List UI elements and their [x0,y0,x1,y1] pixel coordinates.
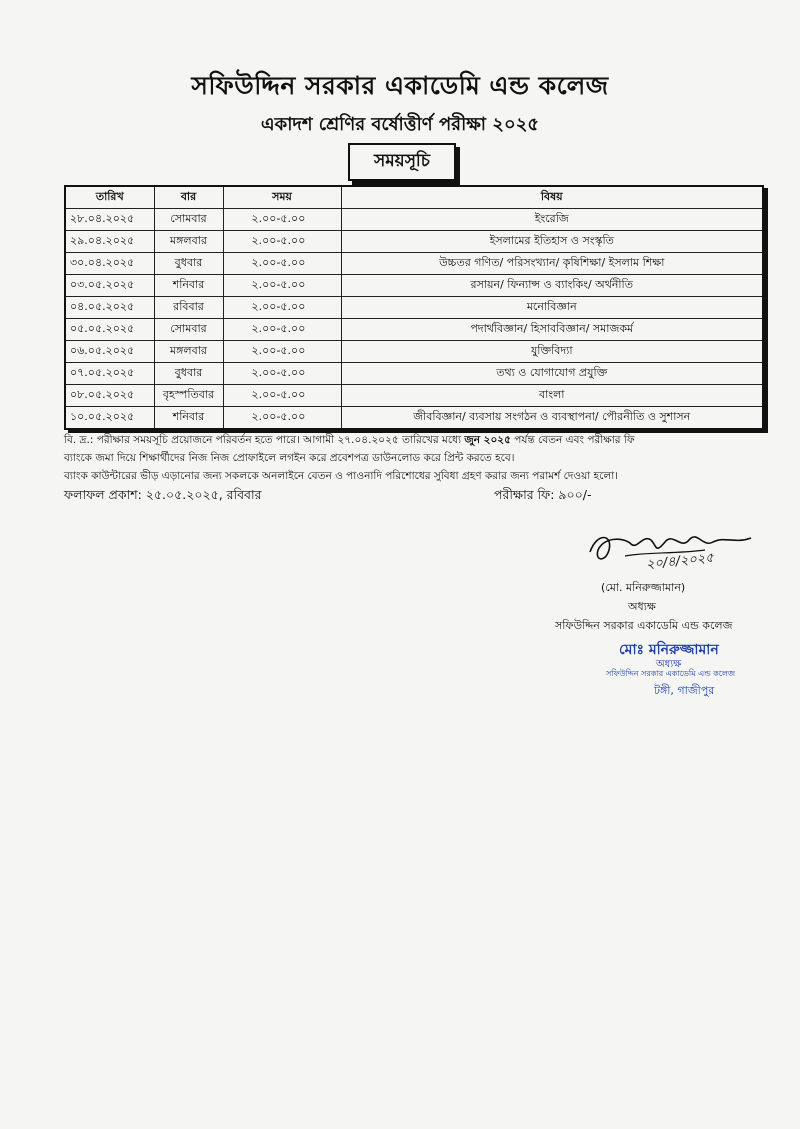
signatory-institution: সফিউদ্দিন সরকার একাডেমি এন্ড কলেজ [555,619,733,632]
cell-day: শনিবার [154,407,223,430]
cell-time: ২.০০-৫.০০ [223,209,341,231]
cell-date: ০৪.০৫.২০২৫ [65,297,154,319]
header-day: বার [154,186,223,209]
table-row [65,275,763,297]
cell-date: ২৯.০৪.২০২৫ [65,231,154,253]
table-row [65,231,763,253]
table-row [65,363,763,385]
cell-subject: মনোবিজ্ঞান [341,297,763,319]
cell-time: ২.০০-৫.০০ [223,297,341,319]
stamp-institution: সফিউদ্দিন সরকার একাডেমি এন্ড কলেজ [606,669,736,678]
cell-day: বুধবার [154,363,223,385]
exam-routine-table [64,185,764,430]
exam-fee: পরীক্ষার ফি: ৯০০/- [494,487,592,502]
table-row [65,297,763,319]
page-subtitle: একাদশ শ্রেণির বর্ষোত্তীর্ণ পরীক্ষা ২০২৫ [260,114,540,135]
schedule-badge: সময়সূচি [348,143,456,181]
stamp-designation: অধ্যক্ষ [656,659,682,670]
cell-subject: রসায়ন/ ফিন্যান্স ও ব্যাংকিং/ অর্থনীতি [341,275,763,297]
cell-day: বৃহস্পতিবার [154,385,223,407]
cell-subject: উচ্চতর গণিত/ পরিসংখ্যান/ কৃষিশিক্ষা/ ইসলাম শিক্ষা [341,253,763,275]
page-title: সফিউদ্দিন সরকার একাডেমি এন্ড কলেজ [191,71,609,100]
cell-subject: ইসলামের ইতিহাস ও সংস্কৃতি [341,231,763,253]
cell-subject: পদার্থবিজ্ঞান/ হিসাববিজ্ঞান/ সমাজকর্ম [341,319,763,341]
cell-time: ২.০০-৫.০০ [223,385,341,407]
cell-time: ২.০০-৫.০০ [223,319,341,341]
header-date: তারিখ [65,186,154,209]
result-publication: ফলাফল প্রকাশ: ২৫.০৫.২০২৫, রবিবার [64,487,262,502]
header-subject: বিষয় [341,186,763,209]
cell-subject: জীববিজ্ঞান/ ব্যবসায় সংগঠন ও ব্যবস্থাপনা/ পৌরনীতি ও সুশাসন [341,407,763,430]
cell-time: ২.০০-৫.০০ [223,231,341,253]
cell-date: ২৮.০৪.২০২৫ [65,209,154,231]
table-row [65,385,763,407]
cell-date: ১০.০৫.২০২৫ [65,407,154,430]
table-row [65,209,763,231]
table-row [65,253,763,275]
note-line-2: ব্যাংকে জমা দিয়ে শিক্ষার্থীদের নিজ নিজ প্রোফাইলে লগইন করে প্রবেশপত্র ডাউনলোড করে প্রিন্ট করতে হবে। [64,452,515,464]
cell-date: ০৬.০৫.২০২৫ [65,341,154,363]
cell-subject: তথ্য ও যোগাযোগ প্রযুক্তি [341,363,763,385]
signatory-designation: অধ্যক্ষ [628,600,656,613]
cell-date: ০৫.০৫.২০২৫ [65,319,154,341]
cell-date: ০৭.০৫.২০২৫ [65,363,154,385]
note-deadline: জুন ২০২৫ [464,434,511,446]
signatory-name: (মো. মনিরুজ্জামান) [601,581,686,594]
cell-time: ২.০০-৫.০০ [223,341,341,363]
cell-time: ২.০০-৫.০০ [223,275,341,297]
cell-date: ০৮.০৫.২০২৫ [65,385,154,407]
note-line-1-suffix: পর্যন্ত বেতন এবং পরীক্ষার ফি [510,434,635,446]
signature-date: ২০/৪/২০২৫ [645,550,715,573]
cell-subject: ইংরেজি [341,209,763,231]
cell-time: ২.০০-৫.০০ [223,253,341,275]
cell-day: সোমবার [154,319,223,341]
cell-day: শনিবার [154,275,223,297]
table-row [65,407,763,430]
cell-time: ২.০০-৫.০০ [223,407,341,430]
cell-date: ০৩.০৫.২০২৫ [65,275,154,297]
stamp-name: মোঃ মনিরুজ্জামান [619,642,719,658]
table-header-row [65,186,763,209]
cell-time: ২.০০-৫.০০ [223,363,341,385]
note-line-3: ব্যাংক কাউন্টারের ভীড় এড়ানোর জন্য সকলকে অনলাইনে বেতন ও পাওনাদি পরিশোধের সুবিধা গ্রহণ করার জন্য পরামর্শ দেওয়া হলো। [64,470,619,482]
cell-day: মঙ্গলবার [154,341,223,363]
note-line-1 [64,433,784,450]
cell-day: সোমবার [154,209,223,231]
cell-day: রবিবার [154,297,223,319]
cell-day: মঙ্গলবার [154,231,223,253]
table-row [65,341,763,363]
note-line-1-prefix: বি. দ্র.: পরীক্ষার সময়সূচি প্রয়োজনে পরিবর্তন হতে পারে। আগামী ২৭.০৪.২০২৫ তারিখের মধ্যে [64,434,465,446]
table-row [65,319,763,341]
header-time: সময় [223,186,341,209]
cell-subject: যুক্তিবিদ্যা [341,341,763,363]
cell-date: ৩০.০৪.২০২৫ [65,253,154,275]
cell-day: বুধবার [154,253,223,275]
cell-subject: বাংলা [341,385,763,407]
stamp-location: টঙ্গী, গাজীপুর [654,684,715,697]
